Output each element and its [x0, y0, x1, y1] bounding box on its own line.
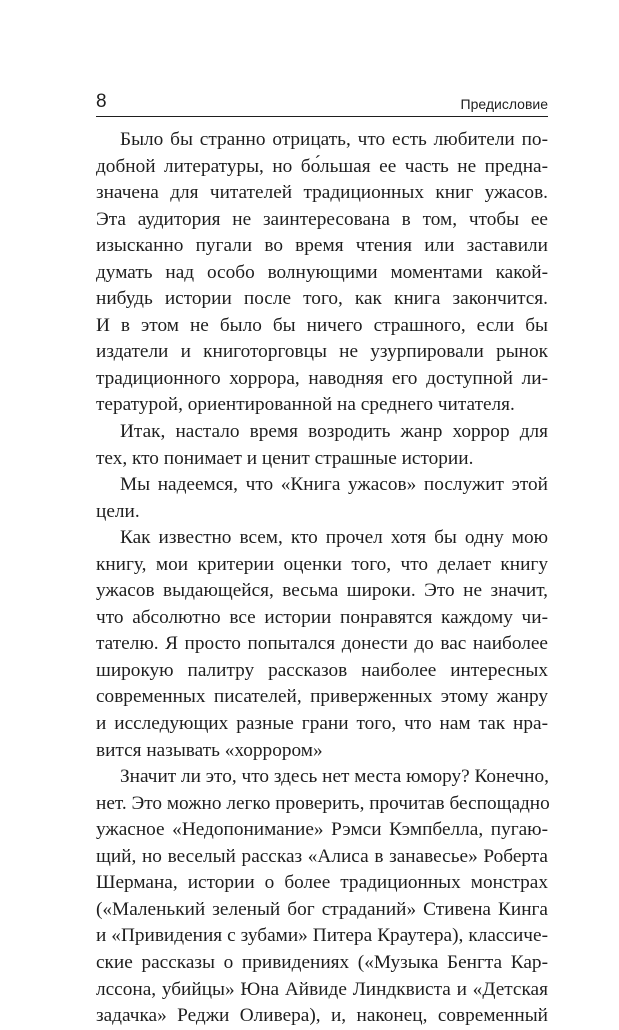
- text-line: тателю. Я просто попытался донести до вас наиболее: [96, 633, 548, 655]
- text-line: тературой, ориентированной на среднего читателя.: [96, 394, 515, 416]
- text-line: и «Привидения с зубами» Питера Краутера), классиче-: [96, 925, 548, 947]
- text-line: книгу, мои критерии оценки того, что делает книгу: [96, 553, 548, 575]
- text-line: И в этом не было бы ничего страшного, если бы: [96, 314, 548, 336]
- text-line: и исследующих разные грани того, что нам так нра-: [96, 713, 548, 735]
- paragraph: [96, 419, 548, 472]
- text-line: («Маленький зеленый бог страданий» Стивена Кинга: [96, 898, 548, 920]
- text-line: широкую палитру рассказов наиболее интересных: [96, 659, 548, 681]
- text-line: Итак, настало время возродить жанр хоррор для: [120, 421, 548, 443]
- header-rule: [96, 116, 548, 117]
- text-line: вится называть «хоррором»: [96, 739, 323, 761]
- page-number: 8: [96, 91, 107, 112]
- paragraph: [96, 472, 548, 525]
- text-line: современных писателей, приверженных этому жанру: [96, 686, 548, 708]
- section-title: Предисловие: [460, 96, 548, 112]
- text-line: Было бы странно отрицать, что есть любители по-: [120, 129, 548, 150]
- text-line: лссона, убийцы» Юна Айвиде Линдквиста и «Детская: [96, 978, 548, 1000]
- text-line: цели.: [96, 500, 140, 522]
- text-line: Как известно всем, кто прочел хотя бы одну мою: [120, 527, 548, 549]
- text-line: Шермана, истории о более традиционных монстрах: [96, 872, 548, 894]
- text-line: Мы надеемся, что «Книга ужасов» послужит этой: [120, 474, 548, 496]
- paragraph: [96, 525, 548, 764]
- text-line: нет. Это можно легко проверить, прочитав беспощадно: [96, 792, 550, 814]
- text-line: ужасное «Недопонимание» Рэмси Кэмпбелла, пугаю-: [96, 819, 548, 841]
- text-line: Значит ли это, что здесь нет места юмору? Конечно,: [120, 766, 549, 788]
- text-line: значена для читателей традиционных книг ужасов.: [96, 182, 548, 204]
- text-line: добной литературы, но бо́льшая ее часть не предна-: [96, 155, 548, 177]
- text-line: издатели и книготорговцы не узурпировали рынок: [96, 341, 548, 363]
- body-text: [96, 127, 548, 1030]
- paragraph: [96, 764, 548, 1029]
- text-line: Эта аудитория не заинтересована в том, чтобы ее: [96, 208, 548, 230]
- text-line: тех, кто понимает и ценит страшные истории.: [96, 447, 474, 469]
- text-line: задачка» Реджи Оливера), и, наконец, современный: [96, 1005, 548, 1027]
- text-line: щий, но веселый рассказ «Алиса в занавесье» Роберта: [96, 845, 548, 867]
- text-line: традиционного хоррора, наводняя его доступной ли-: [96, 367, 548, 389]
- text-line: нибудь истории после того, как книга закончится.: [96, 288, 548, 310]
- paragraph: [96, 127, 548, 419]
- text-line: изысканно пугали во время чтения или заставили: [96, 235, 548, 257]
- running-head: [96, 90, 548, 114]
- text-line: что абсолютно все истории понравятся каждому чи-: [96, 606, 548, 628]
- text-line: ужасов выдающейся, весьма широки. Это не значит,: [96, 580, 548, 602]
- text-line: ские рассказы о привидениях («Музыка Бенгта Кар-: [96, 951, 548, 973]
- text-line: думать над особо волнующими моментами какой-: [96, 261, 548, 283]
